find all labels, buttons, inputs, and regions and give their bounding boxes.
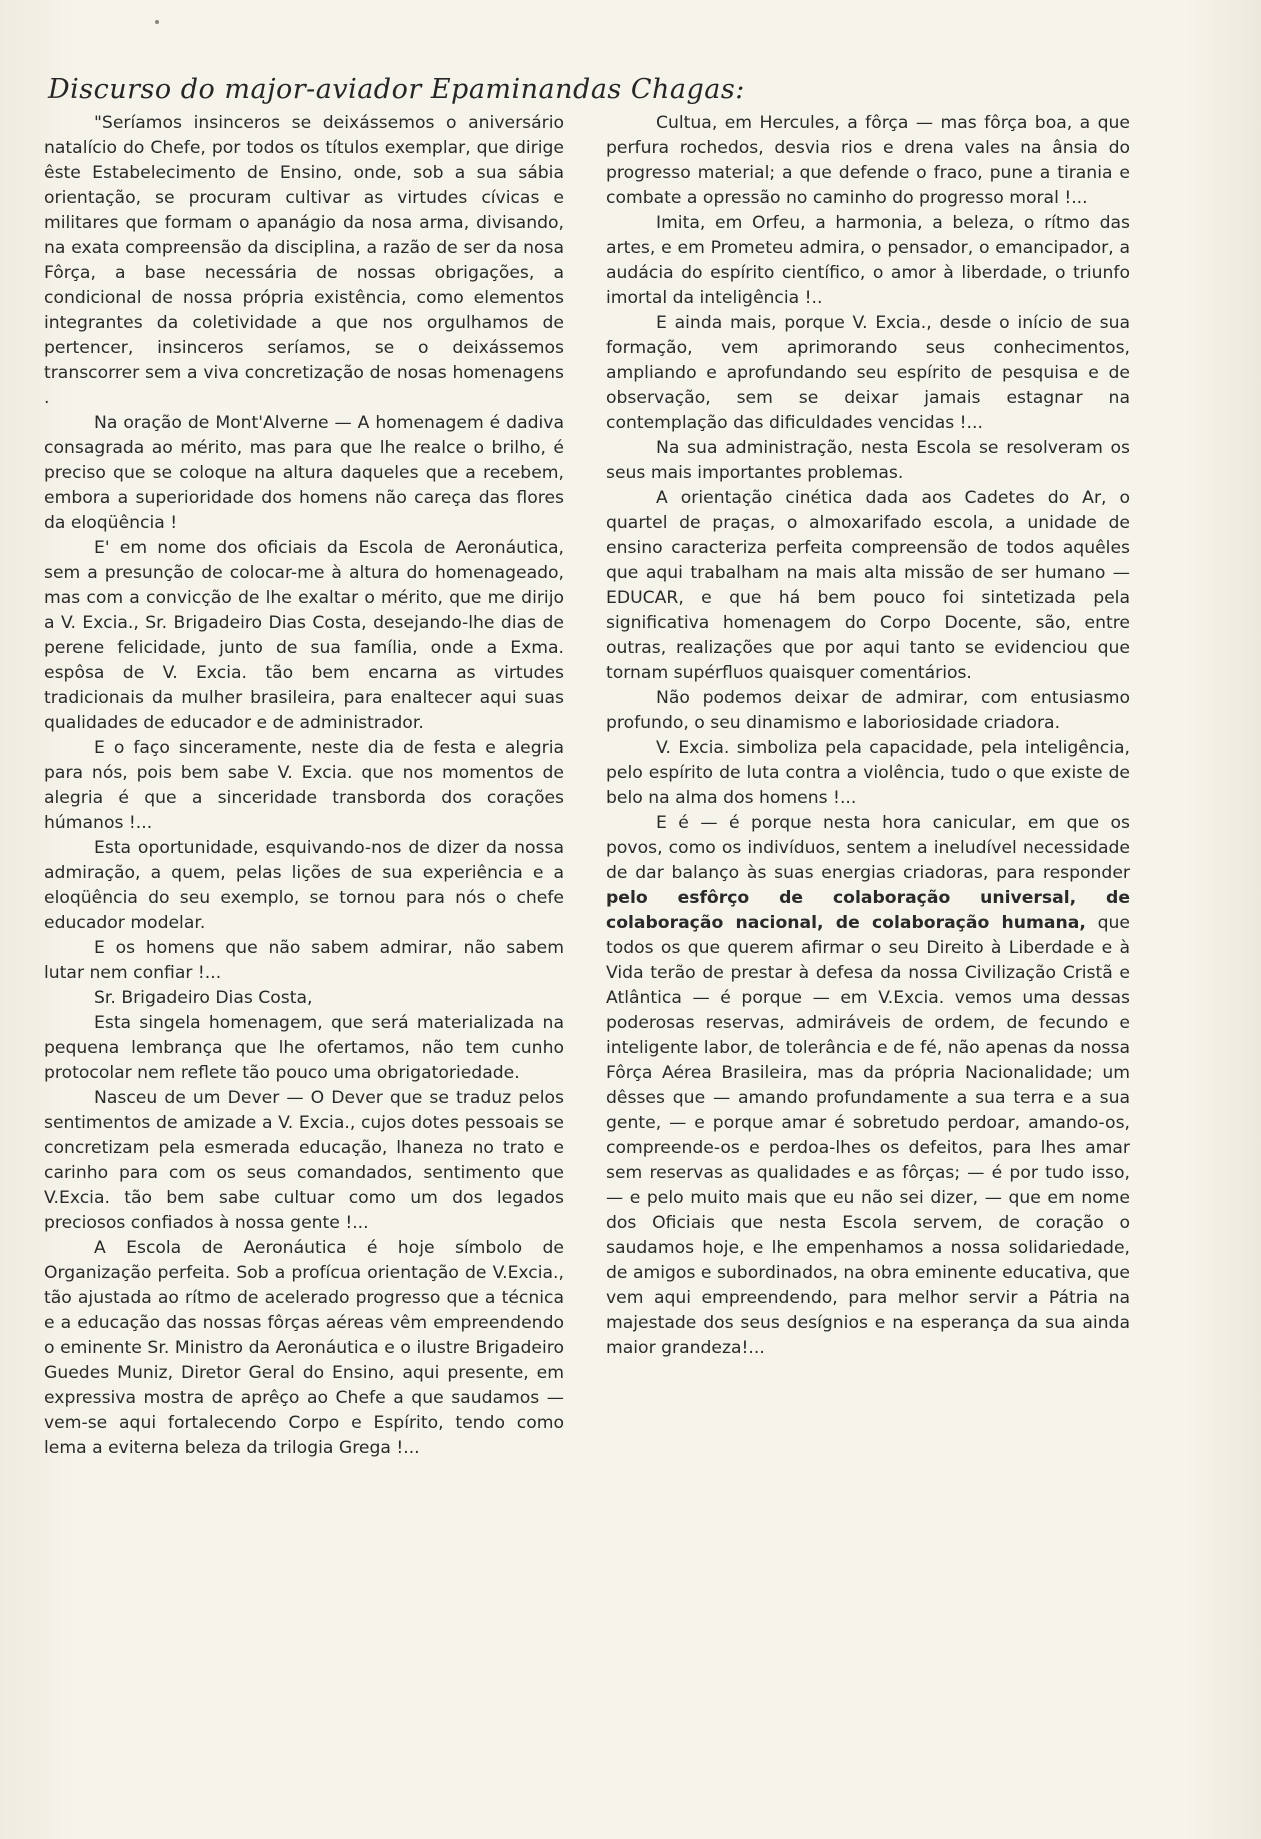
speech-title: Discurso do major-aviador Epaminandas Chagas: <box>48 74 745 105</box>
paragraph: V. Excia. simboliza pela capacidade, pela inteligência, pelo espírito de luta contra a violência, tudo o que existe de belo na alma dos homens !... <box>606 738 1130 808</box>
paragraph: E' em nome dos oficiais da Escola de Aeronáutica, sem a presunção de colocar-me à altura do homenageado, mas com a convicção de lhe exaltar o mérito, que me dirijo a V. Excia., Sr. Brigadeiro Dias Costa, desejando-lhe dias de perene felicidade, junto de sua família, onde a Exma. espôsa de V. Excia. tão bem encarna as virtudes tradicionais da mulher brasileira, para enaltecer aqui suas qualidades de educador e de administrador. <box>44 538 564 733</box>
speck <box>155 20 159 24</box>
paragraph: Esta singela homenagem, que será materializada na pequena lembrança que lhe ofertamos, não tem cunho protocolar nem reflete tão pouco uma obrigatoriedade. <box>44 1013 564 1083</box>
paragraph: Nasceu de um Dever — O Dever que se traduz pelos sentimentos de amizade a V. Excia., cujos dotes pessoais se concretizam pela esmerada educação, lhaneza no trato e carinho para com os seus comandados, sentimento que V.Excia. tão bem sabe cultuar como um dos legados preciosos confiados à nossa gente !... <box>44 1088 564 1233</box>
paragraph: "Seríamos insinceros se deixássemos o aniversário natalício do Chefe, por todos os títulos exemplar, que dirige êste Estabelecimento de Ensino, onde, sob a sua sábia orientação, se procuram cultivar as virtudes cívicas e militares que formam o apanágio da nosa arma, divisando, na exata compreensão da disciplina, a razão de ser da nosa Fôrça, a base necessária de nossas obrigações, a condicional de nossa própria existência, como elementos integrantes da coletividade a que nos orgulhamos de pertencer, insinceros seríamos, se o deixássemos transcorrer sem a viva concretização de nosas homenagens . <box>44 113 564 408</box>
right-column <box>606 111 1130 1361</box>
paragraph: Sr. Brigadeiro Dias Costa, <box>94 988 313 1008</box>
paragraph: E o faço sinceramente, neste dia de festa e alegria para nós, pois bem sabe V. Excia. que nos momentos de alegria é que a sinceridade transborda dos corações húmanos !... <box>44 738 564 833</box>
left-column <box>44 111 564 1461</box>
emphasized-text: pelo esfôrço de colaboração universal, de colaboração nacional, de colaboração humana, <box>606 888 1130 933</box>
paragraph: E os homens que não sabem admirar, não sabem lutar nem confiar !... <box>44 938 564 983</box>
paragraph: Cultua, em Hercules, a fôrça — mas fôrça boa, a que perfura rochedos, desvia rios e drena vales na ânsia do progresso material; a que defende o fraco, pune a tirania e combate a opressão no caminho do progresso moral !... <box>606 113 1130 208</box>
paragraph: Na oração de Mont'Alverne — A homenagem é dadiva consagrada ao mérito, mas para que lhe realce o brilho, é preciso que se coloque na altura daqueles que a recebem, embora a superioridade dos homens não careça das flores da eloqüência ! <box>44 413 564 533</box>
paragraph: Não podemos deixar de admirar, com entusiasmo profundo, o seu dinamismo e laboriosidade criadora. <box>606 688 1130 733</box>
paragraph: Na sua administração, nesta Escola se resolveram os seus mais importantes problemas. <box>606 438 1130 483</box>
paragraph-text: que todos os que querem afirmar o seu Direito à Liberdade e à Vida terão de prestar à defesa da nossa Civilização Cristã e Atlântica — é porque — em V.Excia. vemos uma dessas poderosas reservas, admiráveis de ordem, de fecundo e inteligente labor, de tolerância e de fé, não apenas da nossa Fôrça Aérea Brasileira, mas da própria Nacionalidade; um dêsses que — amando profundamente a sua terra e a sua gente, — e porque amar é sobretudo perdoar, amando-os, compreende-os e perdoa-lhes os defeitos, para lhes amar sem reservas as qualidades e as fôrças; — é por tudo isso, — e pelo muito mais que eu não sei dizer, — que em nome dos Oficiais que nesta Escola servem, de coração o saudamos hoje, e lhe empenhamos a nossa solidariedade, de amigos e subordinados, na obra eminente educativa, que vem aqui empreendendo, para melhor servir a Pátria na majestade dos seus desígnios e na esperança da sua ainda maior grandeza!... <box>606 913 1130 1358</box>
paragraph: Imita, em Orfeu, a harmonia, a beleza, o rítmo das artes, e em Prometeu admira, o pensador, o emancipador, a audácia do espírito científico, o amor à liberdade, o triunfo imortal da inteligência !.. <box>606 213 1130 308</box>
paragraph-with-emphasis <box>606 811 1130 1361</box>
paragraph: A Escola de Aeronáutica é hoje símbolo de Organização perfeita. Sob a profícua orientação de V.Excia., tão ajustada ao rítmo de acelerado progresso que a técnica e a educação das nossas fôrças aéreas vêm empreendendo o eminente Sr. Ministro da Aeronáutica e o ilustre Brigadeiro Guedes Muniz, Diretor Geral do Ensino, aqui presente, em expressiva mostra de aprêço ao Chefe a que saudamos — vem-se aqui fortalecendo Corpo e Espírito, tendo como lema a eviterna beleza da trilogia Grega !... <box>44 1238 564 1458</box>
paragraph: E ainda mais, porque V. Excia., desde o início de sua formação, vem aprimorando seus conhecimentos, ampliando e aprofundando seu espírito de pesquisa e de observação, sem se deixar jamais estagnar na contemplação das dificuldades vencidas !... <box>606 313 1130 433</box>
paragraph: A orientação cinética dada aos Cadetes do Ar, o quartel de praças, o almoxarifado escola, a unidade de ensino caracteriza perfeita compreensão de todos aquêles que aqui trabalham na mais alta missão de ser humano — EDUCAR, e que há bem pouco foi sintetizada pela significativa homenagem do Corpo Docente, são, entre outras, realizações que por aqui tanto se evidenciou que tornam supérfluos quaisquer comentários. <box>606 488 1130 683</box>
paragraph-text: E é — é porque nesta hora canicular, em que os povos, como os indivíduos, sentem a ineludível necessidade de dar balanço às suas energias criadoras, para responder <box>606 813 1130 883</box>
paragraph: Esta oportunidade, esquivando-nos de dizer da nossa admiração, a quem, pelas lições de sua experiência e a eloqüência do seu exemplo, se tornou para nós o chefe educador modelar. <box>44 838 564 933</box>
